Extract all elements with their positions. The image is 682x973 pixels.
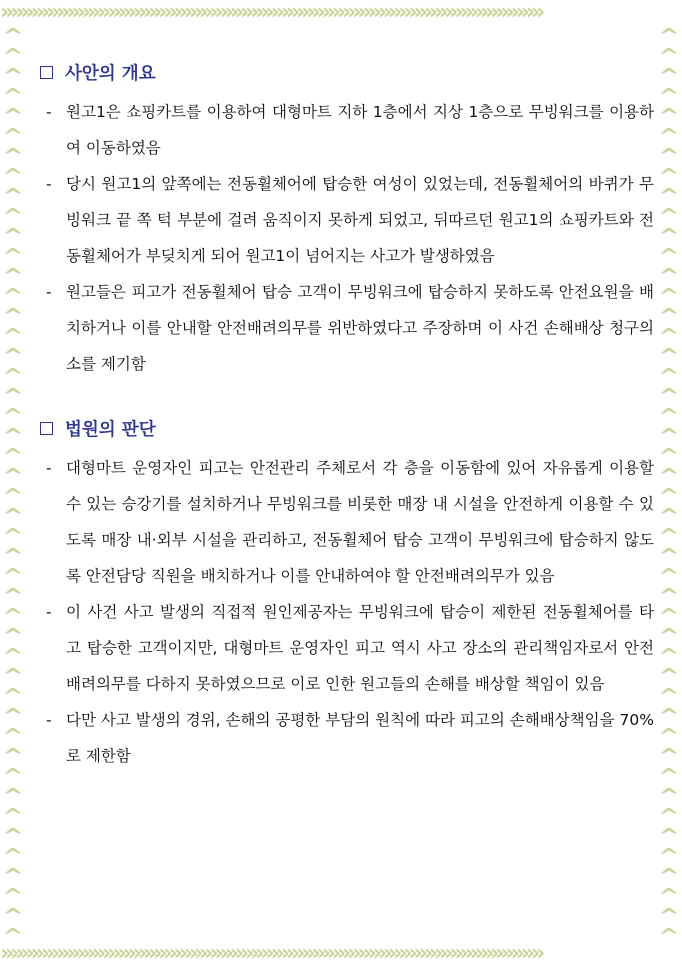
list-item: [40, 594, 654, 702]
chevron-icon: ^: [2, 504, 24, 528]
chevron-icon: ^: [658, 324, 680, 348]
list-item-text: 원고들은 피고가 전동휠체어 탑승 고객이 무빙워크에 탑승하지 못하도록 안전요원을 배치하거나 이를 안내할 안전배려의무를 위반하였다고 주장하며 이 사건 손해배상 청구의 소를 제기함: [66, 283, 654, 373]
list-item: [40, 166, 654, 274]
section-case-summary: [40, 60, 654, 382]
section-court-judgment: [40, 416, 654, 774]
chevron-icon: ^: [2, 104, 24, 128]
chevron-icon: ^: [658, 424, 680, 448]
chevron-icon: ^: [2, 564, 24, 588]
chevron-icon: ^: [658, 904, 680, 928]
chevron-icon: ^: [2, 604, 24, 628]
chevron-icon: ^: [658, 264, 680, 288]
chevron-icon: ^: [2, 44, 24, 68]
chevron-icon: ^: [658, 664, 680, 688]
section-heading-text: 사안의 개요: [65, 63, 156, 84]
list-item-text: 다만 사고 발생의 경위, 손해의 공평한 부담의 원칙에 따라 피고의 손해배상책임을 70%로 제한함: [66, 711, 654, 765]
chevron-icon: ^: [2, 804, 24, 828]
chevron-icon: ^: [658, 724, 680, 748]
list-item: [40, 702, 654, 774]
chevron-icon: ^: [2, 684, 24, 708]
document-content: [40, 60, 654, 774]
checkbox-icon: [40, 422, 53, 435]
chevron-icon: ^: [2, 544, 24, 568]
chevron-icon: ^: [2, 444, 24, 468]
list-item-text: 이 사건 사고 발생의 직접적 원인제공자는 무빙워크에 탑승이 제한된 전동휠체어를 타고 탑승한 고객이지만, 대형마트 운영자인 피고 역시 사고 장소의 관리책임자로서 안전배려의무를 다하지 못하였으므로 이로 인한 원고들의 손해를 배상할 책임이 있음: [66, 603, 654, 693]
chevron-icon: ^: [2, 284, 24, 308]
chevron-icon: ^: [2, 584, 24, 608]
chevron-icon: ^: [658, 164, 680, 188]
chevron-icon: ^: [658, 624, 680, 648]
chevron-icon: ^: [658, 864, 680, 888]
chevron-icon: ^: [658, 644, 680, 668]
list-item: [40, 450, 654, 594]
chevron-icon: ^: [658, 344, 680, 368]
item-list: [40, 450, 654, 774]
chevron-icon: ^: [2, 64, 24, 88]
list-item-text: 원고1은 쇼핑카트를 이용하여 대형마트 지하 1층에서 지상 1층으로 무빙워크를 이용하여 이동하였음: [66, 103, 654, 157]
chevron-icon: ^: [2, 524, 24, 548]
chevron-icon: ^: [658, 924, 680, 947]
chevron-icon: ^: [658, 364, 680, 388]
chevron-icon: ^: [658, 604, 680, 628]
chevron-icon: ^: [2, 84, 24, 108]
chevron-icon: ^: [658, 704, 680, 728]
chevron-icon: ^: [2, 204, 24, 228]
section-heading: [40, 60, 654, 84]
chevron-icon: ^: [658, 564, 680, 588]
dash-bullet: -: [46, 603, 52, 621]
chevron-icon: ^: [2, 124, 24, 148]
list-item-text: 당시 원고1의 앞쪽에는 전동휠체어에 탑승한 여성이 있었는데, 전동휠체어의 바퀴가 무빙워크 끝 쪽 턱 부분에 걸려 움직이지 못하게 되었고, 뒤따르던 원고1의 쇼핑카트와 전동휠체어가 부딪치게 되어 원고1이 넘어지는 사고가 발생하였음: [66, 175, 654, 265]
chevron-icon: ^: [2, 404, 24, 428]
chevron-icon: ^: [2, 664, 24, 688]
chevron-icon: ^: [2, 904, 24, 928]
decorative-border-right: [656, 26, 682, 947]
chevron-icon: ^: [2, 264, 24, 288]
dash-bullet: -: [46, 459, 52, 477]
chevron-icon: ^: [658, 524, 680, 548]
chevron-icon: ^: [2, 224, 24, 248]
dash-bullet: -: [46, 175, 52, 193]
chevron-icon: ^: [658, 804, 680, 828]
decorative-border-bottom: »»»»»»»»»»»»»»»»»»»»»»»»»»»»»»»»»»»»»»»»»»»»»»»»»»»»»: [0, 943, 542, 966]
chevron-icon: ^: [2, 26, 24, 48]
item-list: [40, 94, 654, 382]
dash-bullet: -: [46, 711, 52, 729]
chevron-icon: ^: [2, 644, 24, 668]
chevron-icon: ^: [658, 584, 680, 608]
chevron-icon: ^: [658, 464, 680, 488]
section-heading: [40, 416, 654, 440]
chevron-icon: ^: [2, 764, 24, 788]
chevron-icon: ^: [2, 384, 24, 408]
chevron-icon: ^: [2, 784, 24, 808]
chevron-icon: ^: [658, 384, 680, 408]
chevron-icon: ^: [2, 624, 24, 648]
chevron-icon: ^: [2, 704, 24, 728]
chevron-icon: ^: [2, 864, 24, 888]
chevron-icon: ^: [2, 344, 24, 368]
chevron-icon: ^: [658, 204, 680, 228]
dash-bullet: -: [46, 103, 52, 121]
chevron-icon: ^: [2, 844, 24, 868]
chevron-icon: ^: [2, 924, 24, 947]
chevron-icon: ^: [658, 404, 680, 428]
chevron-icon: ^: [2, 744, 24, 768]
list-item: [40, 274, 654, 382]
chevron-icon: ^: [658, 144, 680, 168]
chevron-icon: ^: [2, 184, 24, 208]
chevron-icon: ^: [658, 124, 680, 148]
chevron-icon: ^: [2, 144, 24, 168]
chevron-icon: ^: [658, 544, 680, 568]
chevron-icon: ^: [658, 824, 680, 848]
chevron-icon: ^: [658, 484, 680, 508]
chevron-icon: ^: [658, 26, 680, 48]
dash-bullet: -: [46, 283, 52, 301]
chevron-icon: ^: [2, 884, 24, 908]
chevron-icon: ^: [658, 104, 680, 128]
chevron-icon: ^: [658, 64, 680, 88]
list-item-text: 대형마트 운영자인 피고는 안전관리 주체로서 각 층을 이동함에 있어 자유롭게 이용할 수 있는 승강기를 설치하거나 무빙워크를 비롯한 매장 내 시설을 안전하게 이용할 수 있도록 매장 내·외부 시설을 관리하고, 전동휠체어 탑승 고객이 무빙워크에 탑승하지 않도록 안전담당 직원을 배치하거나 이를 안내하여야 할 안전배려의무가 있음: [66, 459, 654, 585]
chevron-icon: ^: [658, 844, 680, 868]
chevron-icon: ^: [2, 824, 24, 848]
chevron-icon: ^: [658, 764, 680, 788]
chevron-icon: ^: [658, 784, 680, 808]
chevron-icon: ^: [658, 744, 680, 768]
chevron-icon: ^: [658, 684, 680, 708]
chevron-icon: ^: [658, 44, 680, 68]
chevron-icon: ^: [2, 364, 24, 388]
chevron-icon: ^: [2, 484, 24, 508]
chevron-icon: ^: [2, 164, 24, 188]
decorative-border-top: »»»»»»»»»»»»»»»»»»»»»»»»»»»»»»»»»»»»»»»»»»»»»»»»»»»»»: [0, 2, 542, 25]
decorative-border-left: [0, 26, 26, 947]
chevron-icon: ^: [2, 464, 24, 488]
chevron-icon: ^: [2, 324, 24, 348]
chevron-icon: ^: [658, 304, 680, 328]
chevron-icon: ^: [2, 724, 24, 748]
checkbox-icon: [40, 66, 53, 79]
chevron-icon: ^: [2, 424, 24, 448]
chevron-icon: ^: [658, 184, 680, 208]
chevron-icon: ^: [658, 224, 680, 248]
chevron-icon: ^: [658, 244, 680, 268]
chevron-icon: ^: [658, 884, 680, 908]
chevron-icon: ^: [658, 444, 680, 468]
list-item: [40, 94, 654, 166]
chevron-icon: ^: [2, 244, 24, 268]
chevron-icon: ^: [658, 284, 680, 308]
section-heading-text: 법원의 판단: [65, 419, 156, 440]
chevron-icon: ^: [658, 504, 680, 528]
chevron-icon: ^: [658, 84, 680, 108]
chevron-icon: ^: [2, 304, 24, 328]
